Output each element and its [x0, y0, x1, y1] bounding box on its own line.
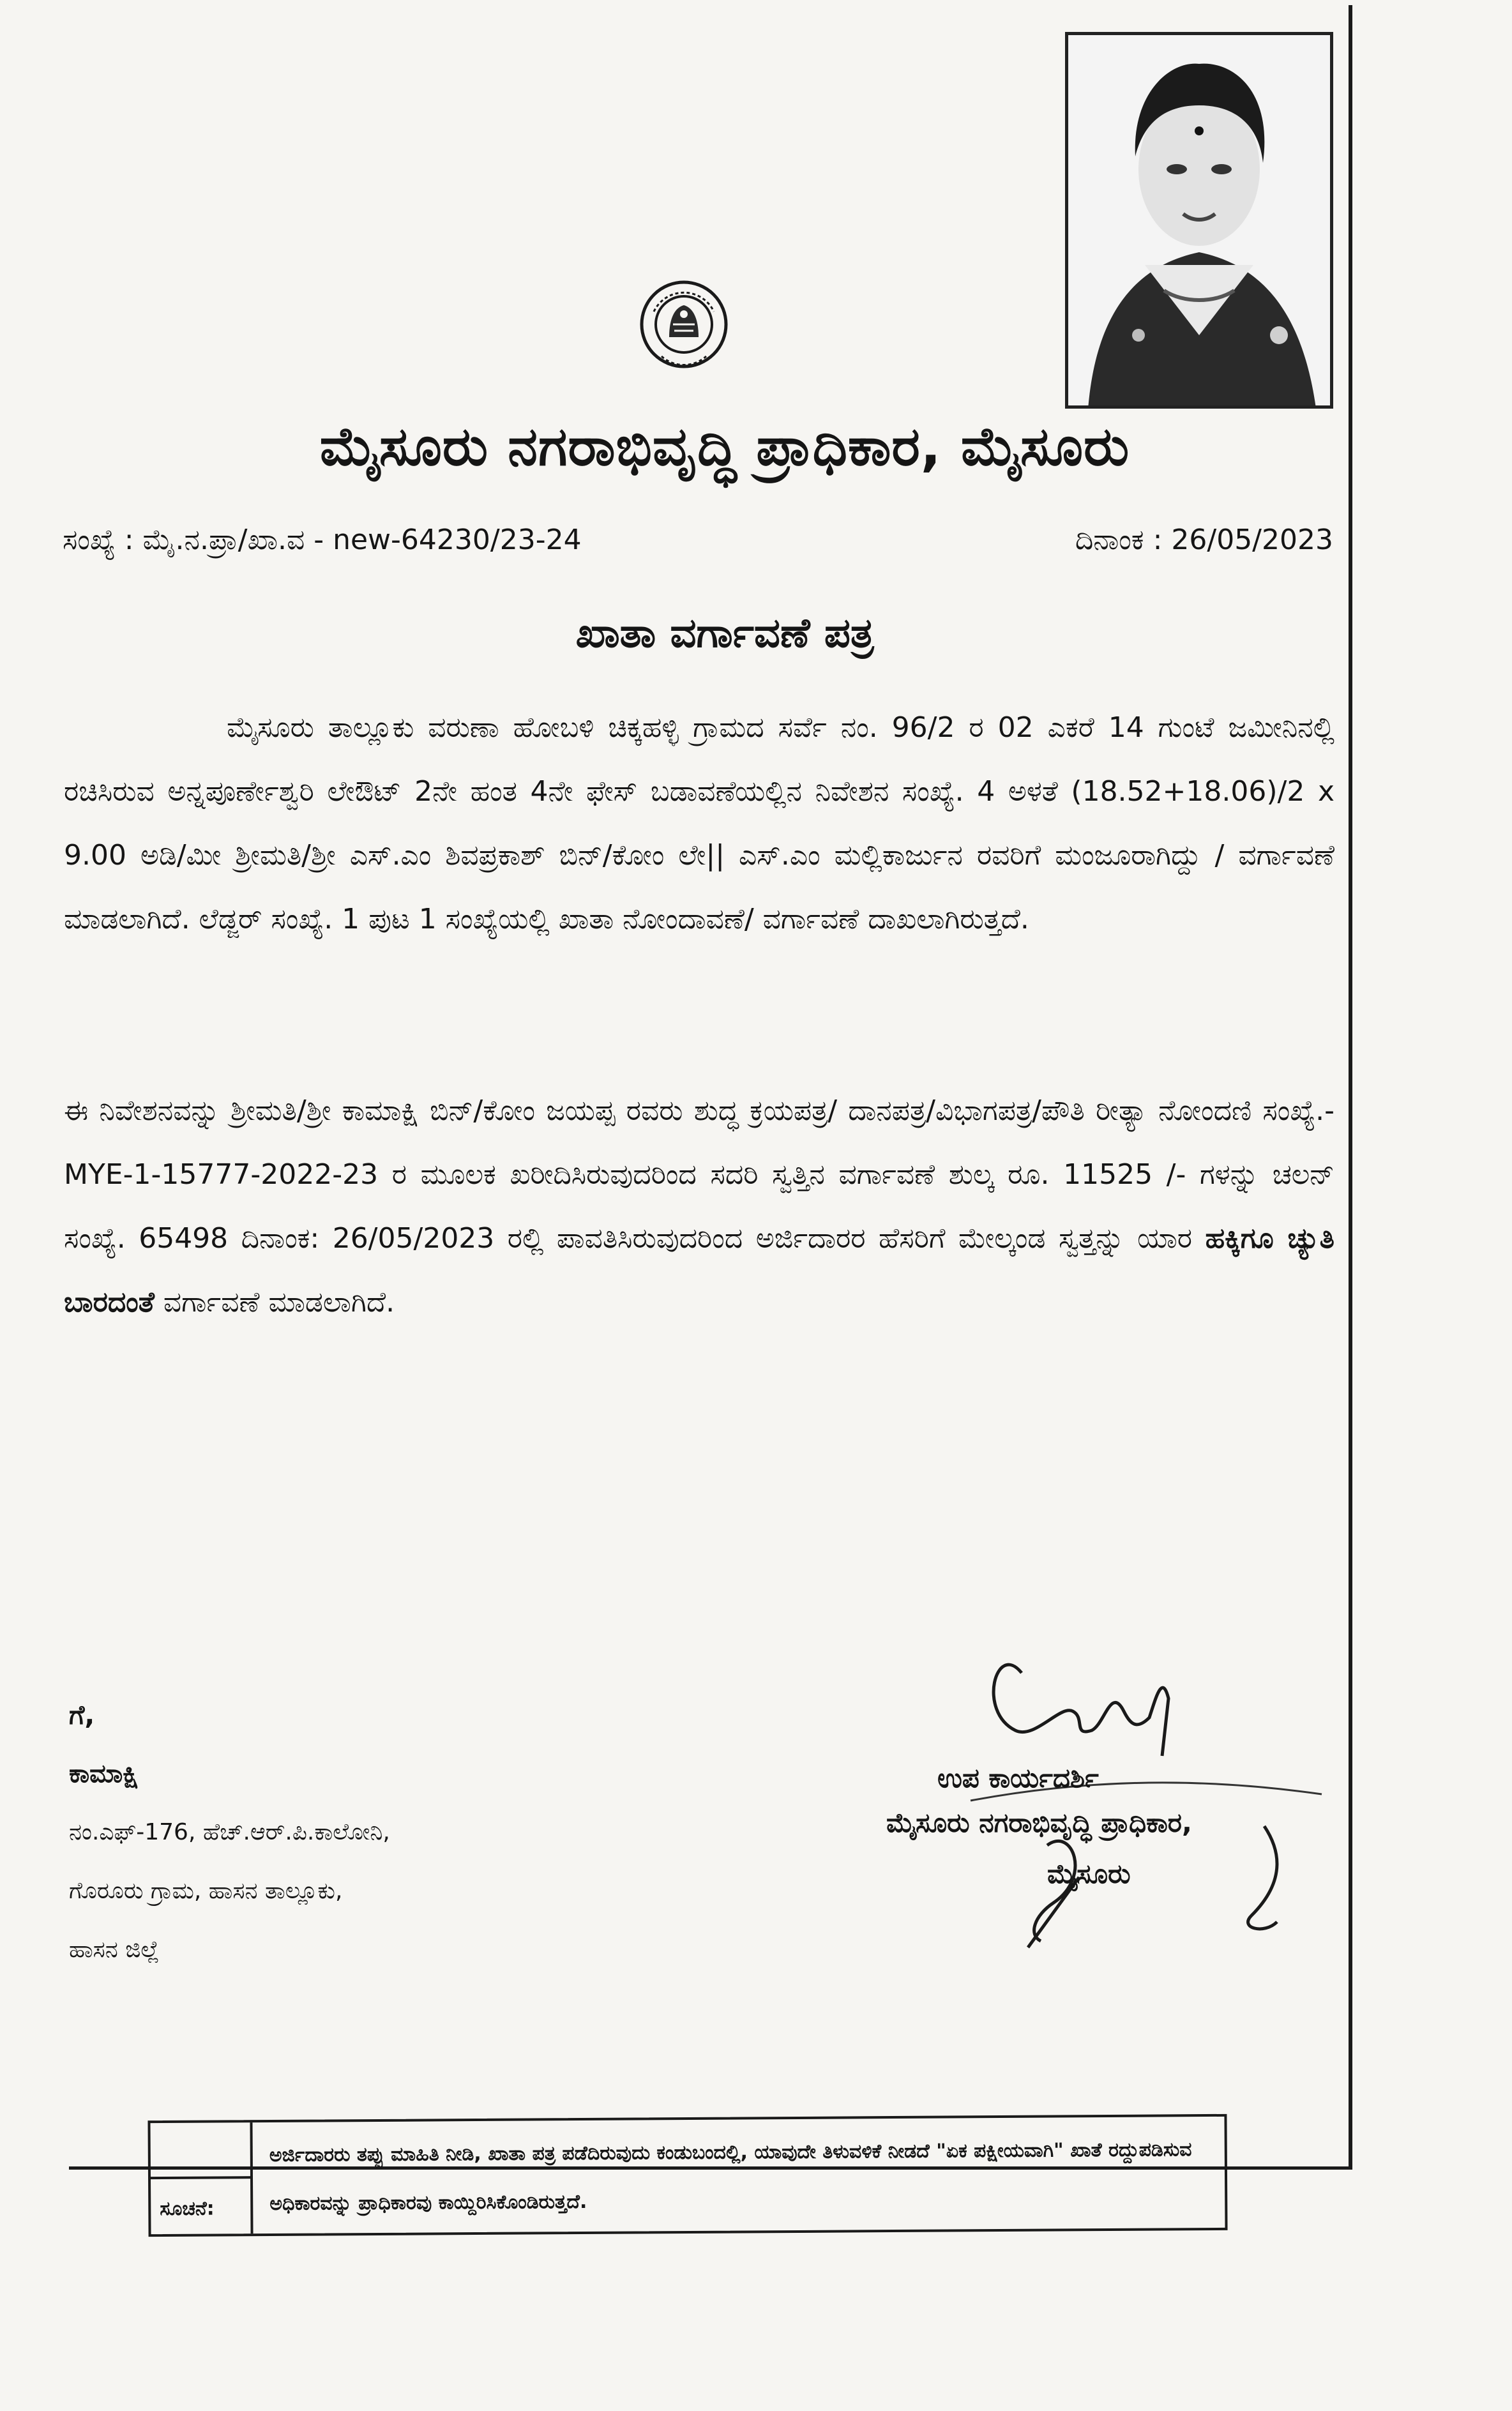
- body-paragraph-2-bold: ಹಕ್ಕಿಗೂ ಚ್ಯುತಿ ಬಾರದಂತೆ: [64, 1222, 1334, 1319]
- signatory-organization: ಮೈಸೂರು ನಗರಾಭಿವೃದ್ಧಿ ಪ್ರಾಧಿಕಾರ,: [886, 1807, 1192, 1838]
- authority-emblem: [636, 275, 732, 377]
- notice-label: ಸೂಚನೆ:: [160, 2197, 215, 2221]
- signatory-city: ಮೈಸೂರು: [1047, 1858, 1131, 1889]
- document-title: ಖಾತಾ ವರ್ಗಾವಣೆ ಪತ್ರ: [575, 610, 874, 657]
- handwritten-signature: [881, 1635, 1341, 1967]
- addressee-line-2: ಗೊರೂರು ಗ್ರಾಮ, ಹಾಸನ ತಾಲ್ಲೂಕು,: [69, 1878, 343, 1904]
- body-paragraph-1: ಮೈಸೂರು ತಾಲ್ಲೂಕು ವರುಣಾ ಹೋಬಳಿ ಚಿಕ್ಕಹಳ್ಳಿ ಗ್ರಾಮದ ಸರ್ವೆ ನಂ. 96/2 ರ 02 ಎಕರೆ 14 ಗುಂಟೆ ಜಮೀನಿನಲ್ಲಿ ರಚಿಸಿರುವ ಅನ್ನಪೂರ್ಣೇಶ್ವರಿ ಲೇಔಟ್ 2ನೇ ಹಂತ 4ನೇ ಫೇಸ್ ಬಡಾವಣೆಯಲ್ಲಿನ ನಿವೇಶನ ಸಂಖ್ಯೆ. 4 ಅಳತೆ (18.52+18.06)/2 x 9.00 ಅಡಿ/ಮೀ ಶ್ರೀಮತಿ/ಶ್ರೀ ಎಸ್.ಎಂ ಶಿವಪ್ರಕಾಶ್ ಬಿನ್/ಕೋಂ ಲೇ|| ಎಸ್.ಎಂ ಮಲ್ಲಿಕಾರ್ಜುನ ರವರಿಗೆ ಮಂಜೂರಾಗಿದ್ದು / ವರ್ಗಾವಣೆ ಮಾಡಲಾಗಿದೆ. ಲೆಡ್ಜರ್ ಸಂಖ್ಯೆ. 1 ಪುಟ 1 ಸಂಖ್ಯೆಯಲ್ಲಿ ಖಾತಾ ನೋಂದಾವಣೆ/ ವರ್ಗಾವಣೆ ದಾಖಲಾಗಿರುತ್ತದೆ.: [64, 711, 1334, 935]
- signature-block: [881, 1635, 1341, 1967]
- issue-date: ದಿನಾಂಕ : 26/05/2023: [1075, 524, 1333, 556]
- addressee-name: ಕಾಮಾಕ್ಷಿ: [69, 1759, 139, 1788]
- addressee-block: [69, 1686, 390, 1979]
- applicant-photo-image: [1068, 35, 1330, 405]
- addressee-line-1: ನಂ.ಎಫ್-176, ಹೆಚ್.ಆರ್.ಪಿ.ಕಾಲೋನಿ,: [69, 1819, 390, 1845]
- body-paragraph-2: [64, 1079, 1334, 1334]
- organization-name: ಮೈಸೂರು ನಗರಾಭಿವೃದ್ಧಿ ಪ್ರಾಧಿಕಾರ, ಮೈಸೂರು: [319, 415, 1130, 478]
- notice-text: ಅರ್ಜಿದಾರರು ತಪ್ಪು ಮಾಹಿತಿ ನೀಡಿ, ಖಾತಾ ಪತ್ರ ಪಡೆದಿರುವುದು ಕಂಡುಬಂದಲ್ಲಿ, ಯಾವುದೇ ತಿಳುವಳಿಕೆ ನೀಡದೆ "ಏಕ ಪಕ್ಷೀಯವಾಗಿ" ಖಾತೆ ರದ್ದುಪಡಿಸುವ ಅಧಿಕಾರವನ್ನು ಪ್ರಾಧಿಕಾರವು ಕಾಯ್ದಿರಿಸಿಕೊಂಡಿರುತ್ತದೆ.: [269, 2138, 1192, 2215]
- addressee-line-3: ಹಾಸನ ಜಿಲ್ಲೆ: [69, 1937, 160, 1963]
- notice-box: [147, 2114, 1227, 2237]
- reference-number: ಸಂಖ್ಯೆ : ಮೈ.ನ.ಪ್ರಾ/ಖಾ.ವ - new-64230/23-24: [63, 524, 582, 556]
- signatory-designation: ಉಪ ಕಾರ್ಯದರ್ಶಿ: [937, 1762, 1099, 1794]
- body-paragraph-2-text: ಈ ನಿವೇಶನವನ್ನು ಶ್ರೀಮತಿ/ಶ್ರೀ ಕಾಮಾಕ್ಷಿ ಬಿನ್/ಕೋಂ ಜಯಪ್ಪ ರವರು ಶುದ್ಧ ಕ್ರಯಪತ್ರ/ ದಾನಪತ್ರ/ವಿಭಾಗಪತ್ರ/ಪೌತಿ ರೀತ್ಯಾ ನೋಂದಣಿ ಸಂಖ್ಯೆ.- MYE-1-15777-2022-23 ರ ಮೂಲಕ ಖರೀದಿಸಿರುವುದರಿಂದ ಸದರಿ ಸ್ವತ್ತಿನ ವರ್ಗಾವಣೆ ಶುಲ್ಕ ರೂ. 11525 /- ಗಳನ್ನು ಚಲನ್ ಸಂಖ್ಯೆ. 65498 ದಿನಾಂಕ: 26/05/2023 ರಲ್ಲಿ ಪಾವತಿಸಿರುವುದರಿಂದ ಅರ್ಜಿದಾರರ ಹೆಸರಿಗೆ ಮೇಲ್ಕಂಡ ಸ್ವತ್ತನ್ನು ಯಾರ: [64, 1094, 1334, 1255]
- emblem-icon: [636, 275, 732, 377]
- addressee-salutation: ಗೆ,: [69, 1699, 95, 1730]
- body-paragraph-2-end: ವರ್ಗಾವಣೆ ಮಾಡಲಾಗಿದೆ.: [154, 1286, 395, 1319]
- applicant-photo: [1065, 32, 1333, 409]
